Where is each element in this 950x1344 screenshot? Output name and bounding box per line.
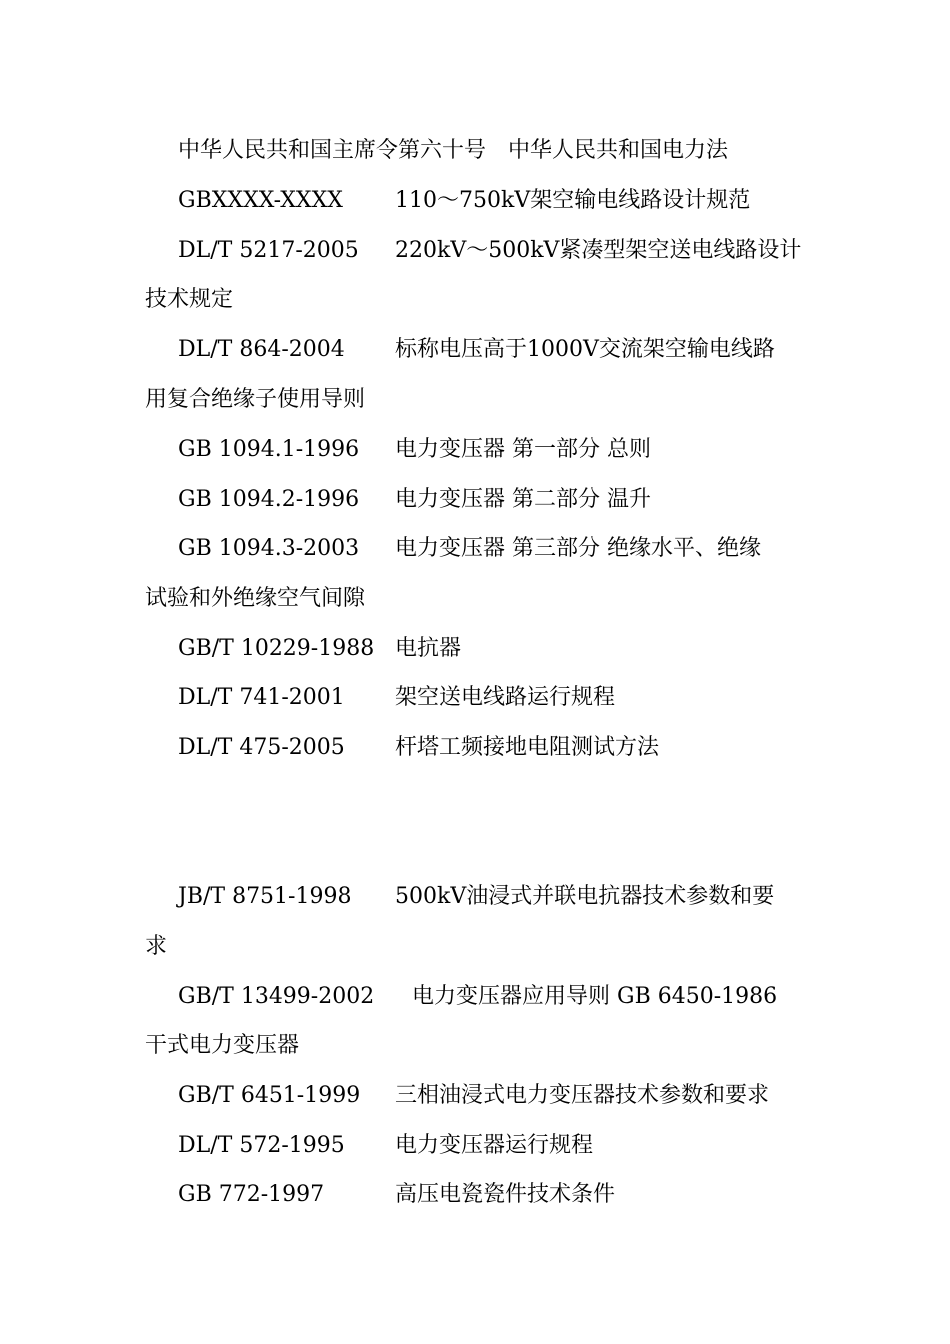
standard-title-continuation: 技术规定 xyxy=(145,287,234,312)
standard-code: DL/T 741-2001 xyxy=(178,685,345,710)
standard-code: GB 1094.1-1996 xyxy=(178,437,360,462)
standard-title: 电力变压器 第三部分 绝缘水平、绝缘 xyxy=(395,536,761,561)
standard-title: 电抗器 xyxy=(395,636,462,661)
standard-code: GBXXXX-XXXX xyxy=(178,188,343,213)
standard-code: JB/T 8751-1998 xyxy=(178,884,352,909)
heading-text: 中华人民共和国主席令第六十号 中华人民共和国电力法 xyxy=(178,138,729,163)
standard-title-continuation: 用复合绝缘子使用导则 xyxy=(145,387,366,412)
standard-code: GB/T 6451-1999 xyxy=(178,1083,361,1108)
standard-title-continuation: 试验和外绝缘空气间隙 xyxy=(145,586,366,611)
standard-title: 杆塔工频接地电阻测试方法 xyxy=(395,735,660,760)
standard-title: 电力变压器运行规程 xyxy=(395,1133,594,1158)
standard-code: DL/T 572-1995 xyxy=(178,1133,345,1158)
standard-title: 500kV油浸式并联电抗器技术参数和要 xyxy=(395,884,775,909)
standard-code: GB/T 13499-2002 xyxy=(178,984,375,1009)
standard-code: DL/T 864-2004 xyxy=(178,337,345,362)
standard-title: 高压电瓷瓷件技术条件 xyxy=(395,1182,616,1207)
standard-title: 架空送电线路运行规程 xyxy=(395,685,616,710)
standard-title: 电力变压器 第二部分 温升 xyxy=(395,487,651,512)
standard-title: 标称电压高于1000V交流架空输电线路 xyxy=(395,337,775,362)
standard-title-continuation: 求 xyxy=(145,934,168,959)
standard-code: GB 1094.2-1996 xyxy=(178,487,360,512)
standard-title-continuation: 干式电力变压器 xyxy=(145,1033,300,1058)
standard-code: GB/T 10229-1988 xyxy=(178,636,375,661)
standard-code: DL/T 5217-2005 xyxy=(178,238,359,263)
standard-title: 电力变压器应用导则 GB 6450-1986 xyxy=(412,984,778,1009)
standard-title: 三相油浸式电力变压器技术参数和要求 xyxy=(395,1083,770,1108)
standard-title: 电力变压器 第一部分 总则 xyxy=(395,437,651,462)
standard-code: GB 772-1997 xyxy=(178,1182,325,1207)
standard-title: 220kV～500kV紧凑型架空送电线路设计 xyxy=(395,238,802,263)
standard-code: GB 1094.3-2003 xyxy=(178,536,360,561)
standard-title: 110～750kV架空输电线路设计规范 xyxy=(395,188,751,213)
standard-code: DL/T 475-2005 xyxy=(178,735,345,760)
